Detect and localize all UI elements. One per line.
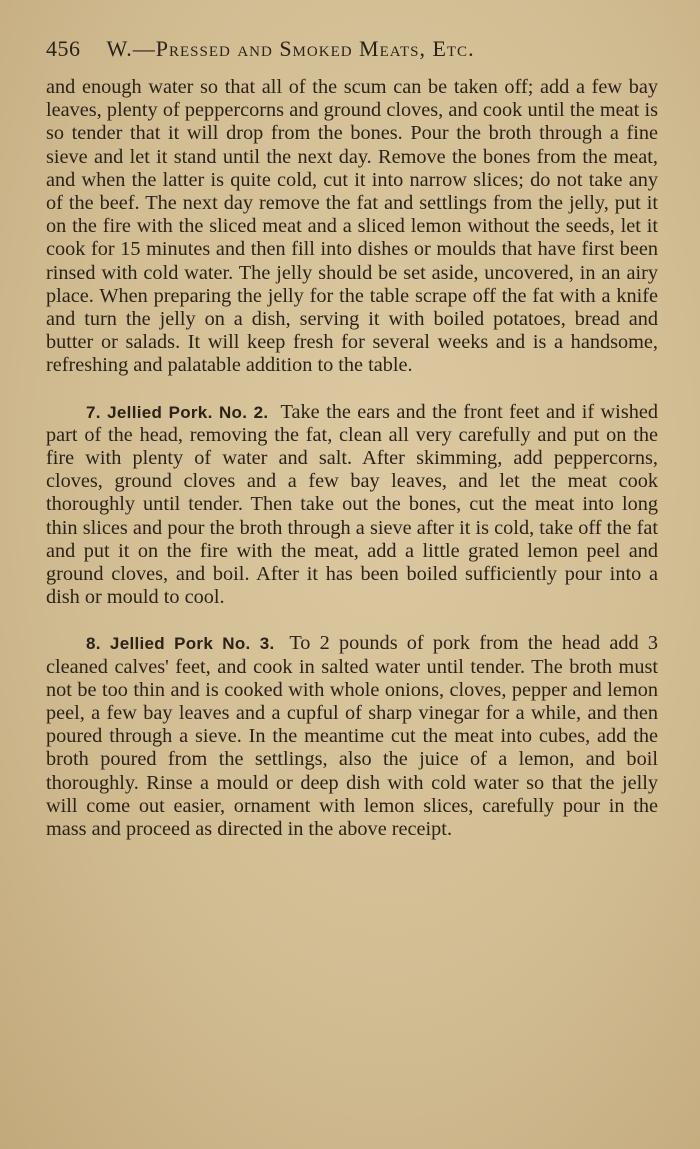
recipe-text: Take the ears and the front feet and if wished part of the head, removing the fat, clean all very carefully and put on the fire with plenty of water and salt. After skimming, add peppercorns, cloves, ground cloves and a few bay leaves, and let the meat cook thoroughly until tender. Then take out the bones, cut the meat into long thin slices and pour the broth through a sieve after it is cold, take off the fat and put it on the fire with the meat, add a little grated lemon peel and ground cloves, and boil. After it has been boiled sufficiently pour into a dish or mould to cool. xyxy=(46,400,658,609)
recipe-text: To 2 pounds of pork from the head add 3 cleaned calves' feet, and cook in salted water until tender. The broth must not be too thin and is cooked with whole onions, cloves, pepper and lemon peel, a few bay leaves and a cupful of sharp vinegar for a while, and then poured through a sieve. In the meantime cut the meat into cubes, add the broth poured from the settlings, also the juice of a lemon, and boil thoroughly. Rinse a mould or deep dish with cold water so that the jelly will come out easier, ornament with lemon slices, carefully pour in the mass and proceed as directed in the above receipt. xyxy=(46,632,658,841)
paragraph-text: and enough water so that all of the scum can be taken off; add a few bay leaves, plenty of peppercorns and ground cloves, and cook until the meat is so tender that it will drop from the bones. Pour the broth through a fine sieve and let it stand until the next day. Remove the bones from the meat, and when the latter is quite cold, cut it into narrow slices; do not take any of the beef. The next day remove the fat and settlings from the jelly, put it on the fire with the sliced meat and a sliced lemon without the seeds, let it cook for 15 minutes and then fill into dishes or moulds that have first been rinsed with cold water. The jelly should be set aside, uncovered, in an airy place. When preparing the jelly for the table scrape off the fat with a knife and turn the jelly on a dish, serving it with boiled potatoes, bread and butter or salads. It will keep fresh for several weeks and is a handsome, refreshing and palatable addition to the table. xyxy=(46,76,658,377)
body-text xyxy=(46,76,658,841)
recipe-jellied-pork-3 xyxy=(46,632,658,841)
running-title: W.—Pressed and Smoked Meats, Etc. xyxy=(106,36,475,61)
recipe-heading: 7. Jellied Pork. No. 2. xyxy=(86,402,269,422)
page-number: 456 xyxy=(46,36,81,61)
running-head xyxy=(46,36,658,62)
recipe-heading: 8. Jellied Pork No. 3. xyxy=(86,634,275,654)
paragraph-continuation xyxy=(46,76,658,378)
recipe-jellied-pork-2 xyxy=(46,401,658,610)
